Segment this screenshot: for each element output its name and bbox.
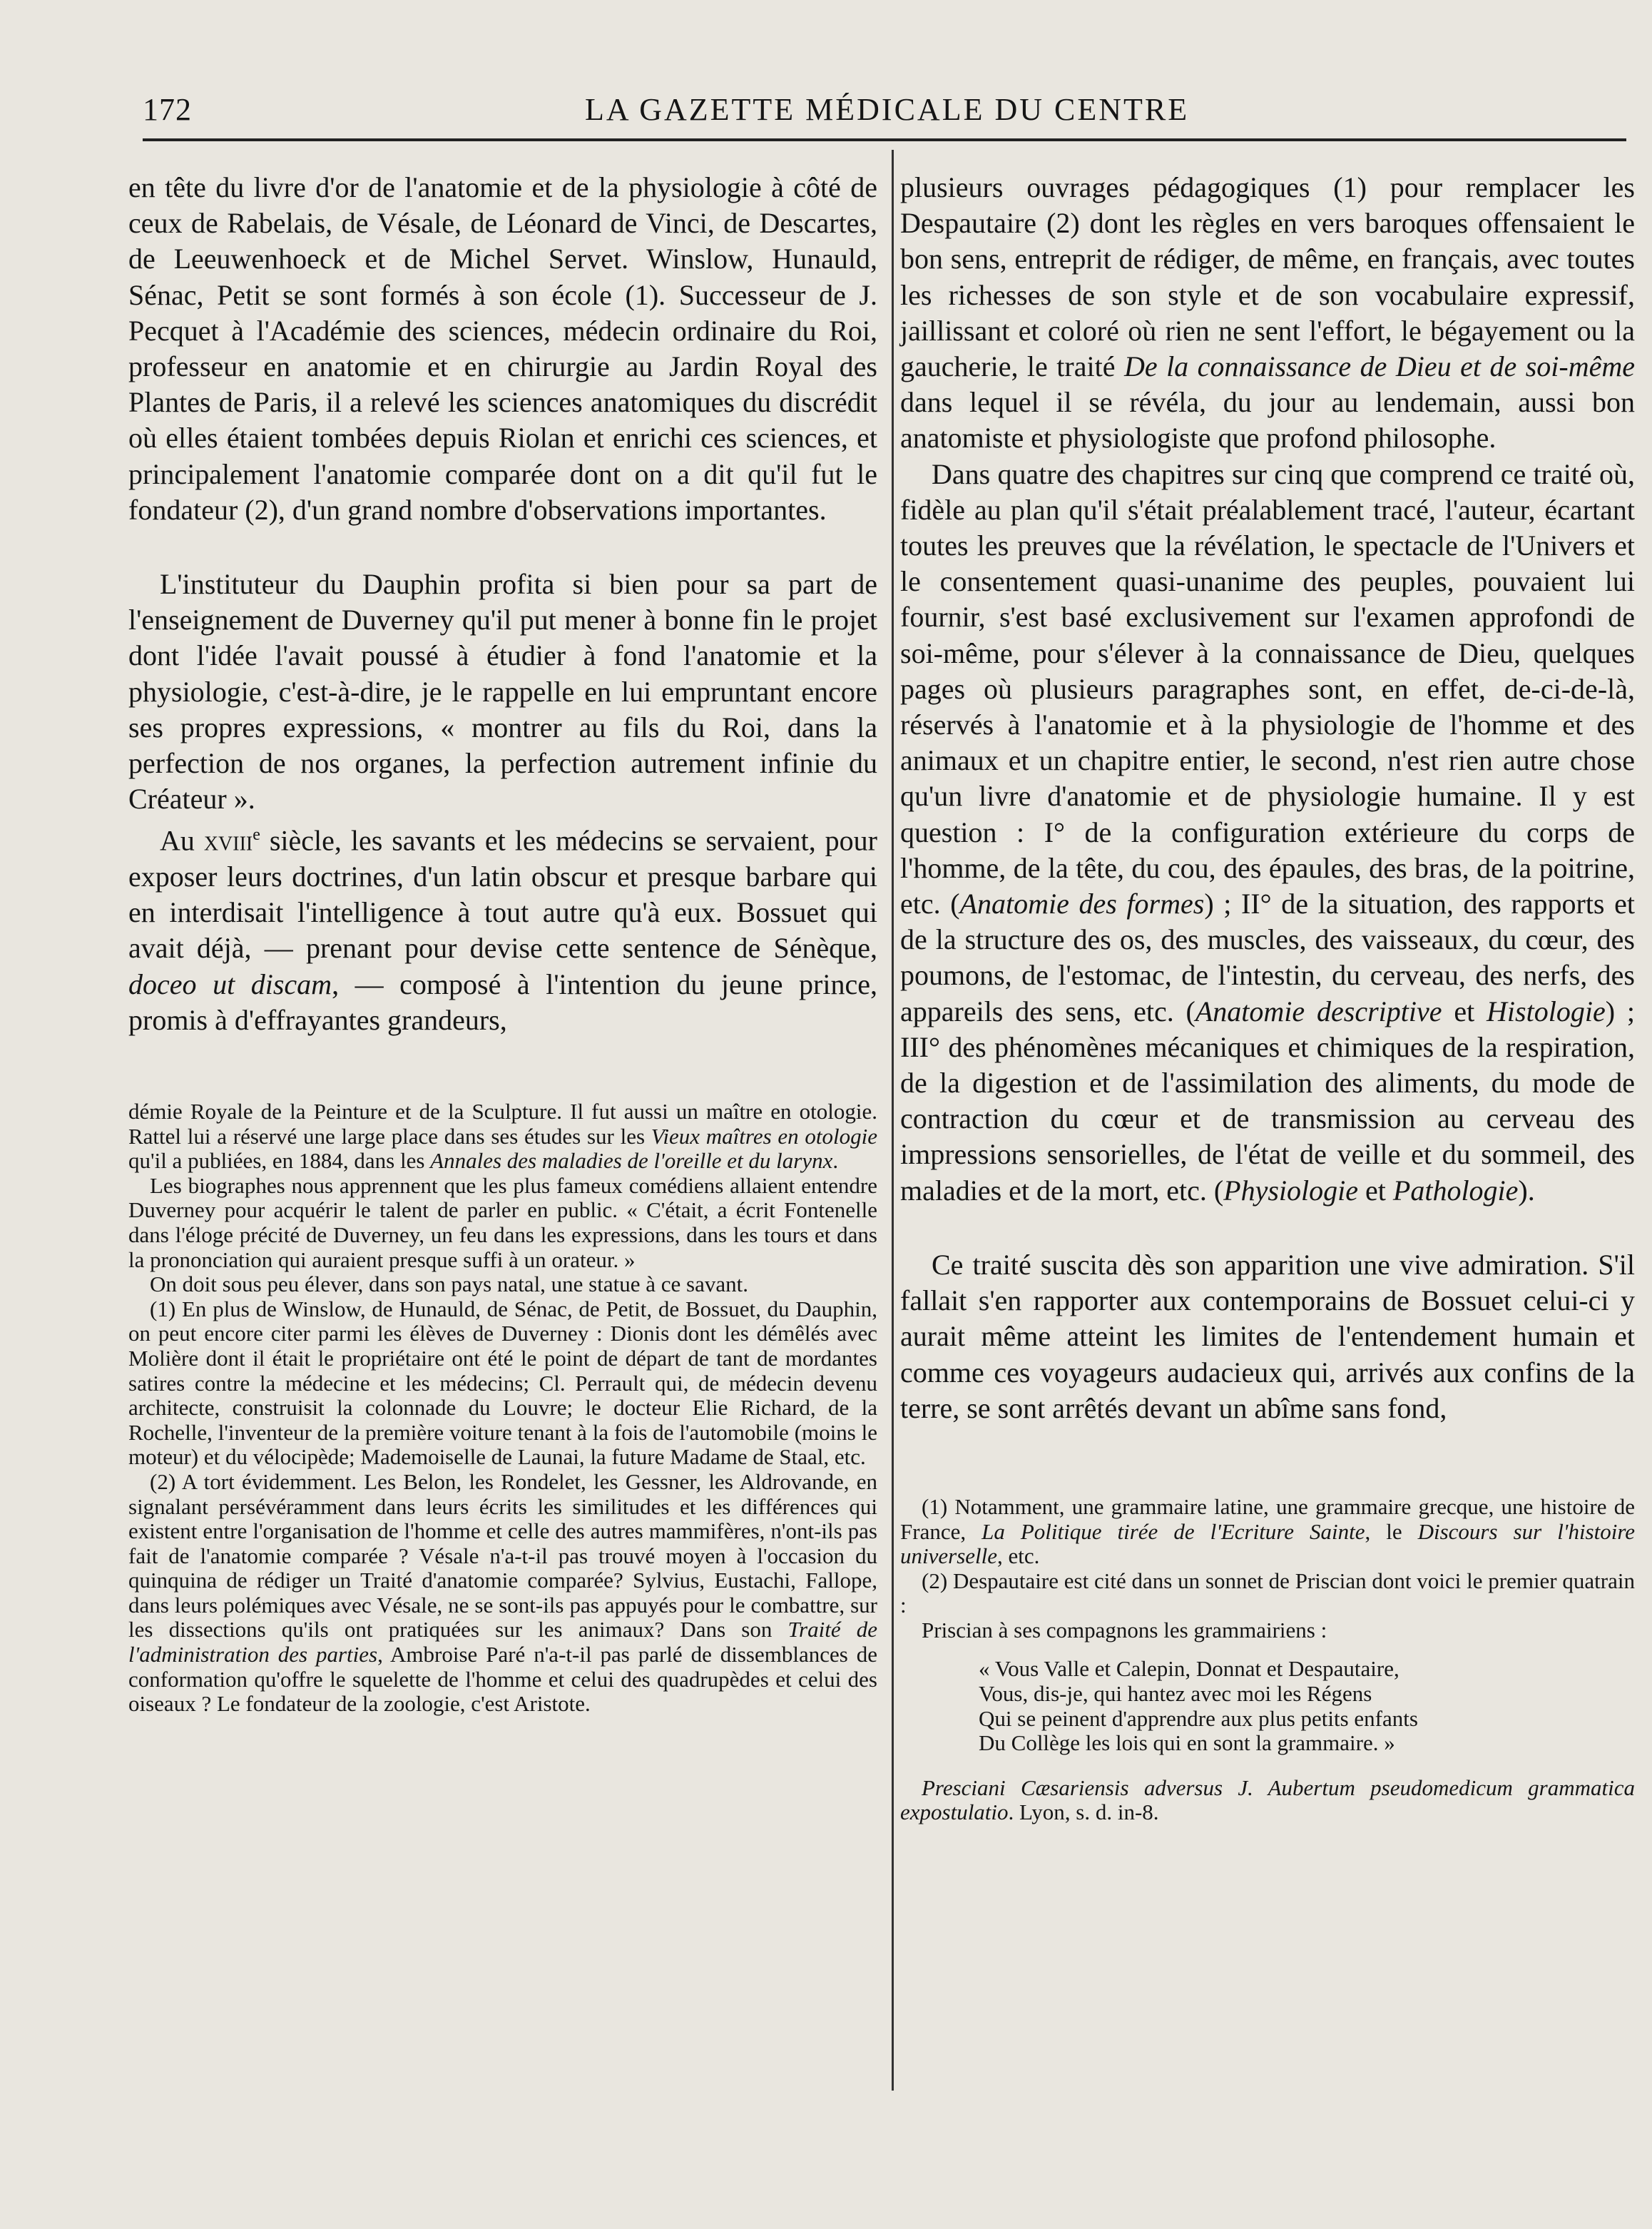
footnotes-left bbox=[128, 1100, 877, 1717]
footnote: (2) A tort évidemment. Les Belon, les Rondelet, les Gessner, les Aldrovande, en signalant persévéramment dans leurs écrits les similitudes et les différences qui existent entre l'organisation de l'homme et celle des autres mammifères, n'ont-ils pas fait de l'anatomie comparée ? Vésale n'a-t-il pas trouvé moyen à l'occasion du quinquina de rédiger un Traité d'anatomie comparée? Sylvius, Eustachi, Fallope, dans leurs polémiques avec Vésale, ne se sont-ils pas appuyés pour le combattre, sur les dissections qu'ils ont pratiquées sur les animaux? Dans son Traité de l'administration des parties, Ambroise Paré n'a-t-il pas parlé de dissemblances de conformation qu'offre le squelette de l'homme et celui des quadrupèdes et celui des oiseaux ? Le fondateur de la zoologie, c'est Aristote. bbox=[128, 1468, 877, 1717]
citation: Presciani Cæsariensis adversus J. Aubertum pseudomedicum grammatica expostulatio. Lyon, s. d. in-8. bbox=[900, 1774, 1635, 1825]
body-paragraph: L'instituteur du Dauphin profita si bien pour sa part de l'enseignement de Duverney qu'il put mener à bonne fin le projet dont l'idée l'avait poussé à étudier à fond l'anatomie et la physiologie, c'est-à-dire, je le rappelle en lui empruntant encore ses propres expressions, « montrer au fils du Roi, dans la perfection de nos organes, la perfection autrement infinie du Créateur ». bbox=[128, 568, 877, 816]
footnote: Les biographes nous apprennent que les plus fameux comédiens allaient entendre Duverney pour acquérir le talent de parler en public. « C'était, a écrit Fontenelle dans l'éloge précité de Duverney, un feu dans les expressions, dans les tours et dans la prononciation qui auraient presque suffi à un orateur. » bbox=[128, 1172, 877, 1272]
quoted-quatrain bbox=[979, 1657, 1635, 1755]
body-paragraph: en tête du livre d'or de l'anatomie et de la physiologie à côté de ceux de Rabelais, de Vésale, de Léonard de Vinci, de Descartes, de Leeuwenhoeck et de Michel Servet. Winslow, Hunauld, Sénac, Petit se sont formés à son école (1). Successeur de J. Pecquet à l'Académie des sciences, médecin ordinaire du Roi, professeur en anatomie et en chirurgie au Jardin Royal des Plantes de Paris, il a relevé les sciences anatomiques du discrédit où elles étaient tombées depuis Riolan et enrichi ces sciences, et principalement l'anatomie comparée dont on a dit qu'il fut le fondateur (2), d'un grand nombre d'observations importantes. bbox=[128, 171, 877, 526]
footnote: (2) Despautaire est cité dans un sonnet de Priscian dont voici le premier quatrain : bbox=[900, 1568, 1635, 1618]
page-number: 172 bbox=[143, 92, 192, 127]
footnote: (1) En plus de Winslow, de Hunauld, de Sénac, de Petit, de Bossuet, du Dauphin, on peut encore citer parmi les élèves de Duverney : Dionis dont les démêlés avec Molière dont il était le propriétaire ont été le point de départ de tant de mordantes satires contre la médecine et les médecins; Cl. Perrault qui, de médecin devenu architecte, construisit la colonnade du Louvre; le docteur Elie Richard, de la Rochelle, l'inventeur de la première voiture tenant à la fois de l'automobile (moins le moteur) et du vélocipède; Mademoiselle de Launai, la future Madame de Staal, etc. bbox=[128, 1296, 877, 1470]
column-divider bbox=[892, 150, 894, 2091]
poem-line: « Vous Valle et Calepin, Donnat et Despautaire, bbox=[979, 1656, 1399, 1682]
poem-line: Du Collège les lois qui en sont la grammaire. » bbox=[979, 1730, 1395, 1756]
body-paragraph: Dans quatre des chapitres sur cinq que comprend ce traité où, fidèle au plan qu'il s'était préalablement tracé, l'auteur, écartant toutes les preuves que la révélation, le spectacle de l'Univers et le consentement quasi-unanime des peuples, pouvaient lui fournir, s'est basé exclusivement sur l'examen approfondi de soi-même, pour s'élever à la connaissance de Dieu, quelques pages où plusieurs paragraphes sont, en effet, de-ci-de-là, réservés à l'anatomie et à la physiologie de l'homme et des animaux et un chapitre entier, le second, n'est rien autre chose qu'un livre d'anatomie et de physiologie humaine. Il y est question : I° de la configuration extérieure du corps de l'homme, de la tête, du cou, des épaules, des bras, de la poitrine, etc. (Anatomie des formes) ; II° de la situation, des rapports et de la structure des os, des muscles, des vaisseaux, du cœur, des poumons, de l'estomac, de l'intestin, du cerveau, des nerfs, des appareils des sens, etc. (Anatomie descriptive et Histologie) ; III° des phénomènes mécaniques et chimiques de la respiration, de la digestion et de l'assimilation des aliments, du mode de contraction du cœur et de transmission au cerveau des impressions sensorielles, de l'état de veille et du sommeil, des maladies et de la mort, etc. (Physiologie et Pathologie). bbox=[900, 457, 1635, 1207]
body-paragraph: plusieurs ouvrages pédagogiques (1) pour remplacer les Despautaire (2) dont les règles en vers baroques offensaient le bon sens, entreprit de rédiger, de même, en français, avec toutes les richesses de son style et de son vocabulaire expressif, jaillissant et coloré où rien ne sent l'effort, le bégayement ou la gaucherie, le traité De la connaissance de Dieu et de soi-même dans lequel il se révéla, du jour au lendemain, aussi bon anatomiste et physiologiste que profond philosophe. bbox=[900, 171, 1635, 455]
poem-line: Qui se peinent d'apprendre aux plus petits enfants bbox=[979, 1705, 1418, 1731]
body-paragraph: Ce traité suscita dès son apparition une vive admiration. S'il fallait s'en rapporter aux contemporains de Bossuet celui-ci y aurait même atteint les limites de l'entendement humain et comme ces voyageurs audacieux qui, arrivés aux confins de la terre, se sont arrêtés devant un abîme sans fond, bbox=[900, 1248, 1635, 1424]
journal-title: LA GAZETTE MÉDICALE DU CENTRE bbox=[585, 92, 1190, 127]
page-header bbox=[143, 84, 1626, 134]
poem-line: Vous, dis-je, qui hantez avec moi les Régens bbox=[979, 1681, 1372, 1707]
left-column bbox=[128, 170, 877, 1717]
footnote: démie Royale de la Peinture et de la Sculpture. Il fut aussi un maître en otologie. Rattel lui a réservé une large place dans ses études sur les Vieux maîtres en otologie qu'il a publiées, en 1884, dans les Annales des maladies de l'oreille et du larynx. bbox=[128, 1099, 878, 1174]
body-paragraph: Au xviii$^e$ siècle, les savants et les médecins se servaient, pour exposer leurs doctrines, d'un latin obscur et presque barbare qui en interdisait l'intelligence à tout autre qu'à eux. Bossuet qui avait déjà, — prenant pour devise cette sentence de Sénèque, doceo ut discam, — composé à l'intention du jeune prince, promis à d'effrayantes grandeurs, bbox=[128, 824, 877, 1036]
footnote: (1) Notamment, une grammaire latine, une grammaire grecque, une histoire de France, La Politique tirée de l'Ecriture Sainte, le Discours sur l'histoire universelle, etc. bbox=[900, 1493, 1636, 1569]
right-column bbox=[900, 170, 1635, 1825]
header-rule bbox=[143, 138, 1626, 141]
footnotes-right bbox=[900, 1495, 1635, 1825]
footnote: On doit sous peu élever, dans son pays natal, une statue à ce savant. bbox=[150, 1271, 748, 1297]
footnote: Priscian à ses compagnons les grammairiens : bbox=[922, 1617, 1327, 1642]
